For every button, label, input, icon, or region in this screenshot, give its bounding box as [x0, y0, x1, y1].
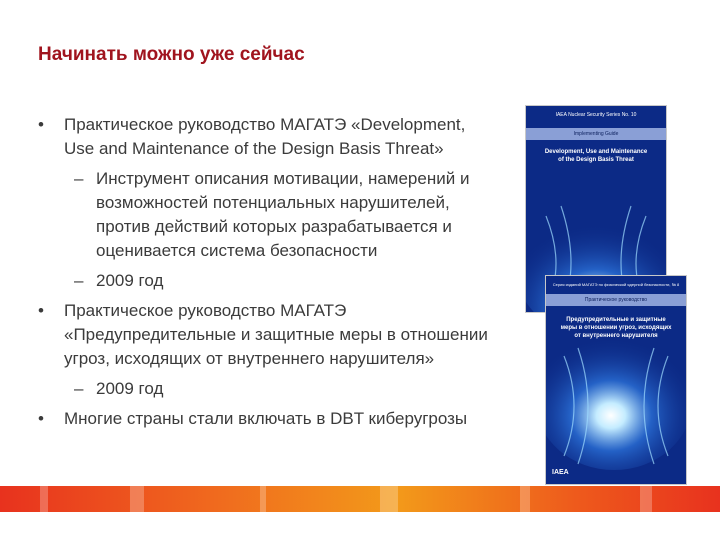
bullet-marker: • [38, 115, 44, 134]
book-title-line: Предупредительные и защитные [566, 317, 666, 323]
sub-text: 2009 год [96, 271, 164, 290]
book-series-label: Серия изданий МАГАТЭ по физической ядерной безопасности, № 8 [552, 282, 680, 287]
sub-text: 2009 год [96, 379, 164, 398]
decorative-stripe [0, 486, 720, 512]
book-cover-insider [546, 276, 686, 484]
book-title [526, 148, 666, 164]
sub-item-1-1 [38, 167, 498, 263]
book-title [546, 316, 686, 340]
bullet-marker: • [38, 409, 44, 428]
book-guide-label: Практическое руководство [584, 297, 648, 303]
light-burst-graphic [546, 276, 686, 484]
sub-item-1-2 [38, 269, 498, 293]
bullet-item-1 [38, 113, 498, 161]
sub-item-2-1 [38, 377, 498, 401]
sub-marker: – [74, 169, 84, 188]
sub-marker: – [74, 379, 84, 398]
bullet-item-2 [38, 299, 498, 371]
sub-marker: – [74, 271, 84, 290]
book-title-line: от внутреннего нарушителя [574, 333, 658, 339]
sub-text: Инструмент описания мотивации, намерений и возможностей потенциальных нарушителей, против действий которых разрабатывается и оценивается система безопасности [96, 169, 470, 260]
bullet-text: Практическое руководство МАГАТЭ «Development, Use and Maintenance of the Design Basis Threat» [64, 115, 466, 158]
book-title-line: Development, Use and Maintenance [544, 149, 648, 155]
bullet-list [38, 113, 498, 437]
book-title-line: меры в отношении угроз, исходящих [560, 325, 672, 331]
sub-list-1 [38, 167, 498, 293]
bullet-item-3 [38, 407, 498, 431]
bullet-text: Многие страны стали включать в DBT киберугрозы [64, 409, 468, 428]
book-title-line: of the Design Basis Threat [558, 157, 634, 163]
slide-title: Начинать можно уже сейчас [38, 44, 305, 65]
book-series-label: IAEA Nuclear Security Series No. 10 [555, 112, 637, 118]
bullet-text: Практическое руководство МАГАТЭ «Предупредительные и защитные меры в отношении угроз, исходящих от внутреннего нарушителя» [64, 301, 488, 368]
sub-list-2 [38, 377, 498, 401]
bullet-marker: • [38, 301, 44, 320]
iaea-logo: IAEA [552, 469, 569, 476]
book-guide-label: Implementing Guide [573, 131, 619, 137]
